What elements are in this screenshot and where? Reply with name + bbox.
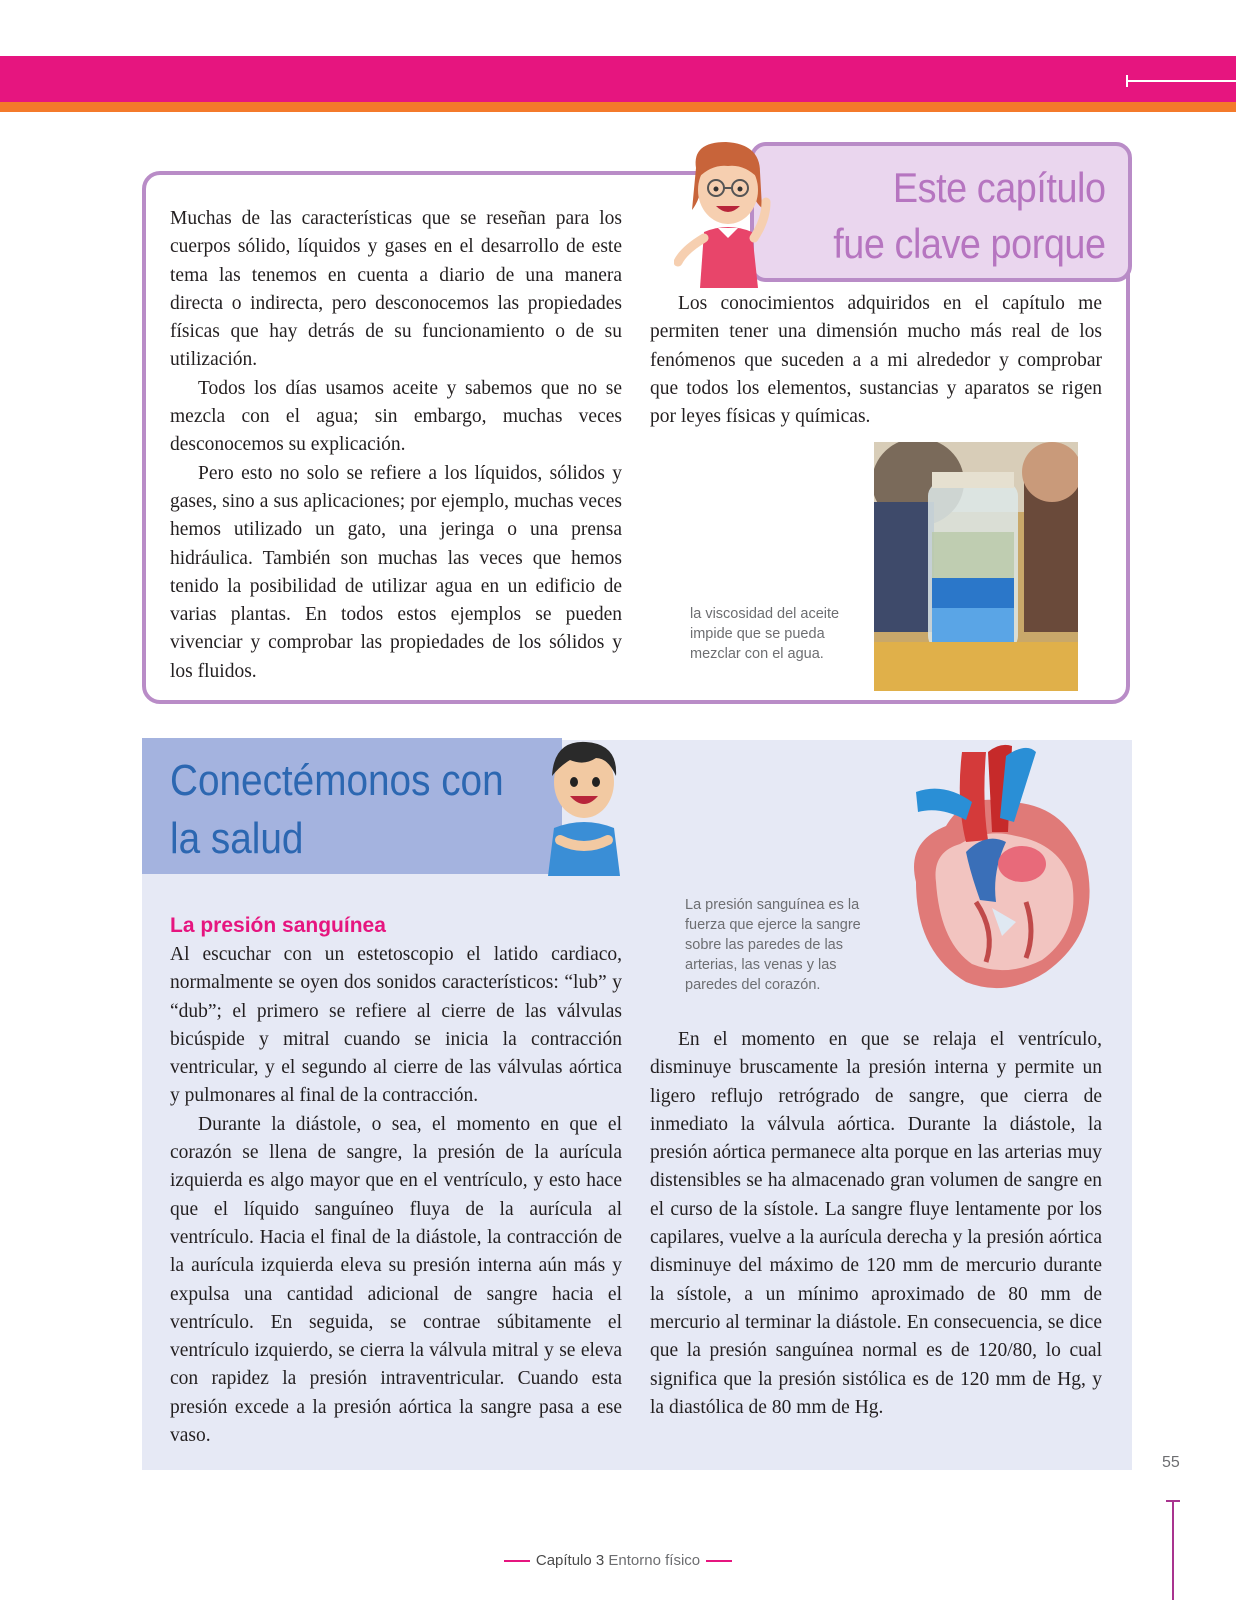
title-line-1: Conectémonos con [170, 756, 504, 805]
footer-line-right [706, 1560, 732, 1562]
boy-illustration [540, 736, 628, 876]
chapter-summary-header [750, 142, 1132, 282]
paragraph: Todos los días usamos aceite y sabemos que no se mezcla con el agua; sin embargo, muchas veces desconocemos su explicación. [170, 377, 622, 456]
paragraph: Pero esto no solo se refiere a los líquidos, sólidos y gases, sino a sus aplicaciones; por ejemplo, muchas veces hemos utilizado un gato, una jeringa o una prensa hidráulica. También son muchas las veces que hemos tenido la posibilidad de utilizar agua en un edificio de varias plantas. En todos estos ejemplos se pueden vivenciar y comprobar las propiedades de los sólidos y los fluidos. [170, 462, 622, 682]
page-number: 55 [1162, 1454, 1180, 1471]
health-left-text [170, 941, 622, 1450]
footer-line-left [504, 1560, 530, 1562]
health-section-title [170, 752, 522, 868]
top-orange-band [0, 102, 1236, 112]
side-rule [1172, 1500, 1174, 1600]
footer-topic: Entorno físico [608, 1552, 701, 1569]
health-right-text [650, 1026, 1102, 1422]
girl-illustration [674, 138, 782, 288]
paragraph: Al escuchar con un estetoscopio el latido cardiaco, normalmente se oyen dos sonidos característicos: “lub” y “dub”; el primero se refiere al cierre de las válvulas bicúspide y mitral cuando se inicia la contracción ventricular, y el segundo al cierre de las válvulas aórtica y pulmonares al final de la contracción. [170, 944, 622, 1107]
chapter-summary-title [834, 160, 1106, 272]
paragraph: Los conocimientos adquiridos en el capítulo me permiten tener una dimensión mucho más real de los fenómenos que suceden a a mi alrededor y comprobar que todos los elementos, sustancias y aparatos se rigen por leyes físicas y químicas. [650, 293, 1102, 428]
footer-chapter: Capítulo 3 [535, 1552, 605, 1569]
heart-caption: La presión sanguínea es la fuerza que ejerce la sangre sobre las paredes de las arterias, las venas y las paredes del corazón. [685, 897, 861, 993]
top-magenta-band [0, 56, 1236, 102]
heart-illustration [896, 732, 1106, 1000]
oil-water-jar-photo [874, 442, 1078, 691]
side-rule-tick [1166, 1500, 1180, 1502]
photo-caption: la viscosidad del aceite impide que se pueda mezclar con el agua. [690, 606, 840, 662]
footer [0, 1552, 1236, 1569]
title-line-1: Este capítulo [893, 164, 1106, 211]
title-line-2: fue clave porque [833, 220, 1106, 267]
chapter-summary-right-text [650, 290, 1102, 431]
paragraph: Durante la diástole, o sea, el momento en que el corazón se llena de sangre, la presión de la aurícula izquierda es algo mayor que en el ventrículo, y esto hace que el líquido sanguíneo fluya de la aurícula al ventrículo. Hacia el final de la diástole, la contracción de la aurícula izquierda eleva su presión interna aún más y expulsa una cantidad adicional de sangre hacia el ventrículo. En seguida, se contrae súbitamente el ventrículo izquierdo, se cierra la válvula mitral y se eleva con rapidez la presión intraventricular. Cuando esta presión excede a la presión aórtica la sangre pasa a ese vaso. [170, 1113, 622, 1447]
top-rule-tick [1126, 75, 1128, 87]
paragraph: Muchas de las características que se reseñan para los cuerpos sólido, líquidos y gases en el desarrollo de este tema las tenemos en cuenta a diario de una manera directa o indirecta, pero desconocemos las propiedades físicas que hay detrás de su funcionamiento o de su utilización. [170, 208, 622, 371]
top-rule [1126, 80, 1236, 82]
chapter-summary-left-text [170, 205, 622, 686]
title-line-2: la salud [170, 814, 304, 863]
subheading: La presión sanguínea [170, 914, 386, 937]
paragraph: En el momento en que se relaja el ventrículo, disminuye bruscamente la presión interna y permite un ligero reflujo retrógrado de sangre, que cierra de inmediato la válvula aórtica. Durante la diástole, la presión aórtica permanece alta porque en las arterias muy distensibles se ha almacenado gran volumen de sangre en el curso de la sístole. La sangre fluye lentamente por los capilares, vuelve a la aurícula derecha y la presión aórtica disminuye del máximo de 120 mm de mercurio durante la sístole, a un mínimo aproximado de 80 mm de mercurio al terminar la diástole. En consecuencia, se dice que la presión sanguínea normal es de 120/80, lo cual significa que la presión sistólica es de 120 mm de Hg, y la diastólica de 80 mm de Hg. [650, 1029, 1102, 1418]
